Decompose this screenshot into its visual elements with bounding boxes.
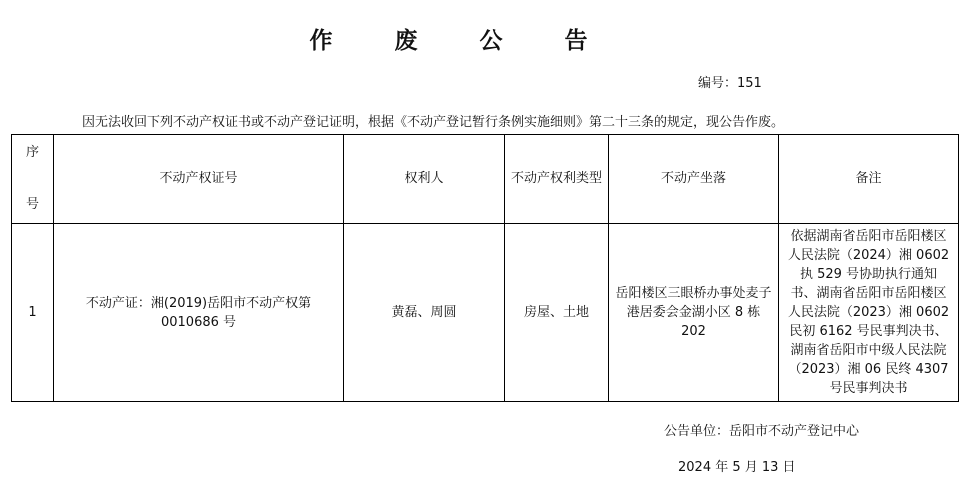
row-remark: 依据湖南省岳阳市岳阳楼区人民法院（2024）湘 0602 执 529 号协助执行通知书、湖南省岳阳市岳阳楼区人民法院（2023）湘 0602 民初 6162 号民事判决书、湖南省岳阳市中级人民法院（2023）湘 06 民终 4307 号民事判决书 (779, 224, 959, 402)
row-right-type: 房屋、土地 (505, 224, 609, 402)
header-right-type: 不动产权利类型 (505, 135, 609, 224)
row-location: 岳阳楼区三眼桥办事处麦子港居委会金湖小区 8 栋 202 (609, 224, 779, 402)
header-remark: 备注 (779, 135, 959, 224)
header-seq (12, 135, 54, 224)
issuer-line: 公告单位：岳阳市不动产登记中心 (664, 424, 860, 439)
row-holder: 黄磊、周圆 (344, 224, 505, 402)
table-row (12, 224, 959, 402)
header-seq-top: 序 (25, 145, 39, 160)
row-certificate: 不动产证：湘(2019)岳阳市不动产权第 0010686 号 (54, 224, 344, 402)
void-certificates-table (11, 134, 959, 402)
notice-date: 2024 年 5 月 13 日 (678, 460, 796, 475)
intro-text: 因无法收回下列不动产权证书或不动产登记证明，根据《不动产登记暂行条例实施细则》第二十三条的规定，现公告作废。 (82, 115, 785, 130)
notice-title: 作 废 公 告 (309, 28, 615, 54)
header-seq-bottom: 号 (25, 197, 39, 212)
row-seq: 1 (12, 224, 54, 402)
table-header-row (12, 135, 959, 224)
header-location: 不动产坐落 (609, 135, 779, 224)
header-certificate: 不动产权证号 (54, 135, 344, 224)
notice-number: 编号：151 (698, 76, 762, 91)
header-holder: 权利人 (344, 135, 505, 224)
